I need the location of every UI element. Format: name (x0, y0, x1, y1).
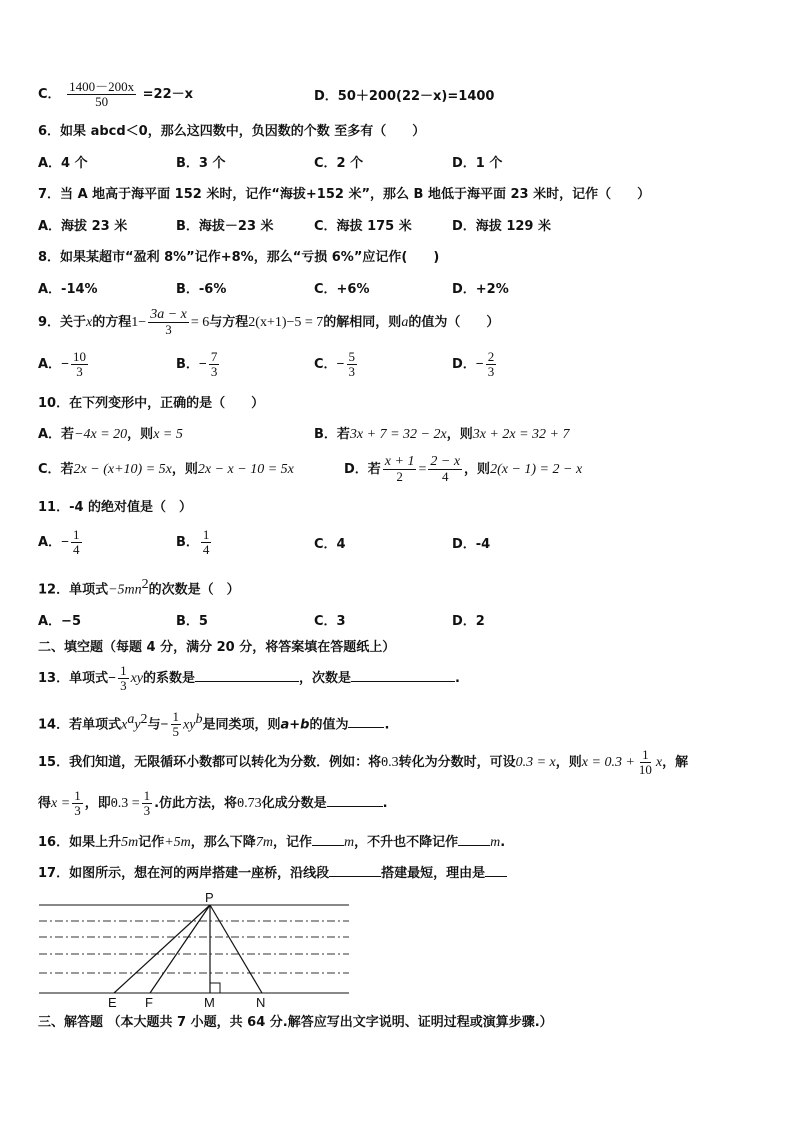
q10-d-mid: ，则 (464, 462, 491, 477)
q10-d-fraction-left (383, 455, 417, 484)
q16-blank-1[interactable] (312, 833, 344, 846)
q11-option-d: D．-4 (452, 537, 491, 552)
q16-pre: 16．如果上升 (38, 835, 122, 850)
q12-option-b: B．5 (176, 614, 208, 629)
q9-tail: 的值为（ ） (408, 315, 500, 330)
q10-c-pre: C．若 (38, 462, 74, 477)
q10-d-eq: = (418, 462, 427, 477)
q13-blank-degree[interactable] (351, 669, 455, 682)
q11-a-minus: − (61, 535, 70, 550)
q13-blank-coefficient[interactable] (195, 669, 299, 682)
q7-option-b: B．海拔－23 米 (176, 219, 274, 234)
q11-a-den: 4 (73, 542, 80, 557)
right-angle-mark (210, 983, 220, 993)
q9-pre: 9．关于 (38, 315, 87, 330)
q9-a-fraction (71, 350, 88, 379)
q10-d-fraction-right (428, 455, 462, 484)
q9-d-label: D． (452, 357, 476, 372)
q11-option-c: C．4 (314, 537, 346, 552)
q15-eq: x = 0.3 + (581, 755, 635, 770)
point-label-P: P (205, 890, 214, 905)
q15-fraction-1 (637, 748, 654, 777)
q9-option-d (452, 348, 498, 382)
section-2-heading: 二、填空题（每题 4 分，满分 20 分，将答案填在答题纸上） (38, 640, 396, 655)
q13-den: 3 (120, 678, 127, 693)
q14-stem (38, 703, 389, 742)
q10-d-pre: D．若 (344, 462, 381, 477)
q14-minus: − (160, 717, 169, 733)
q16-mid2: ，那么下降 (190, 835, 256, 850)
q13-minus: − (108, 671, 117, 686)
point-label-F: F (145, 995, 153, 1010)
q11-a-label: A． (38, 535, 62, 550)
q13-mid2: ，次数是 (299, 671, 352, 686)
q9-d-num: 2 (487, 349, 495, 364)
q9-option-c (314, 348, 359, 382)
q10-c-eq: 2x − (x+10) = 5x (73, 462, 172, 477)
q15-l2-mid: ，即 (84, 796, 111, 811)
q17-river-bridge-figure (36, 890, 356, 1010)
q5-option-c (38, 80, 193, 109)
q10-b-res: 3x + 2x = 32 + 7 (472, 427, 570, 442)
q10-d-num1: x + 1 (384, 454, 415, 469)
q9-b-den: 3 (210, 364, 218, 379)
q15-blank[interactable] (327, 794, 383, 807)
point-label-E: E (108, 995, 117, 1010)
q15-repeating-1: • 0.3 (381, 755, 399, 770)
q15-l2-pre: 得 (38, 796, 52, 811)
q9-fraction (148, 308, 189, 337)
q13-num: 1 (120, 663, 127, 678)
q9-mid3: 的解相同，则 (323, 315, 402, 330)
q10-a-res: x = 5 (153, 427, 183, 442)
q16-mid4: ，不升也不降记作 (354, 835, 459, 850)
q11-stem: 11．-4 的绝对值是（ ） (38, 500, 193, 515)
q14-t3-sup: b (195, 712, 203, 727)
q9-option-b (176, 348, 221, 382)
q9-b-minus: − (198, 357, 207, 372)
q15-d2: 3 (143, 803, 151, 818)
q16-mid1: 记作 (138, 835, 165, 850)
q15-n1: 1 (74, 788, 81, 803)
q7-option-d: D．海拔 129 米 (452, 219, 551, 234)
q17-blank-segment[interactable] (329, 864, 381, 877)
q13-fraction (118, 664, 129, 693)
q14-pre: 14．若单项式 (38, 717, 122, 733)
q5-c-fraction (67, 80, 136, 109)
q9-c-num: 5 (348, 349, 356, 364)
q15-fden: 10 (638, 762, 652, 777)
q6-stem: 6．如果 abcd＜0，那么这四数中，负因数的个数 至多有（ ） (38, 124, 426, 139)
segment-PF (150, 905, 210, 993)
q12-sup: 2 (141, 577, 149, 592)
q14-mid: 是同类项，则 (202, 717, 281, 733)
q15-l1-mid2: ，则 (555, 755, 582, 770)
q6-option-d: D．1 个 (452, 156, 503, 171)
q15-fraction-2 (72, 789, 83, 818)
q15-l1-end: ，解 (662, 755, 689, 770)
point-label-M: M (204, 995, 215, 1010)
q13-end: . (455, 671, 460, 686)
q9-one: 1− (131, 315, 147, 330)
segment-PE (114, 905, 210, 993)
q16-v1: 5m (121, 835, 139, 850)
q16-m2: m (490, 835, 501, 850)
q6-option-b: B．3 个 (176, 156, 226, 171)
q12-tail: 的次数是（ ） (148, 582, 240, 598)
q9-b-fraction (209, 350, 220, 379)
q9-d-minus: − (475, 357, 484, 372)
q11-b-label: B． (176, 535, 199, 550)
q8-stem: 8．如果某超市“盈利 8%”记作+8%，那么“亏损 6%”应记作( ) (38, 250, 440, 265)
q16-m1: m (343, 835, 355, 850)
q11-a-fraction (71, 528, 82, 557)
q15-d1: 3 (74, 803, 81, 818)
q15-l1-mid: 转化为分数时，可设 (398, 755, 516, 770)
q9-fraction-den: 3 (165, 322, 172, 337)
q7-option-c: C．海拔 175 米 (314, 219, 412, 234)
q6-option-c: C．2 个 (314, 156, 364, 171)
q9-b-label: B． (176, 357, 199, 372)
q12-option-c: C．3 (314, 614, 346, 629)
q14-blank[interactable] (348, 715, 384, 728)
q9-option-a (38, 348, 90, 382)
q9-stem (38, 306, 499, 340)
q15-line-2 (38, 787, 388, 821)
q14-num: 1 (172, 709, 180, 725)
q15-end: . (382, 796, 388, 811)
q10-d-num2: 2 − x (430, 454, 461, 469)
q11-b-num: 1 (202, 527, 210, 542)
q9-c-den: 3 (348, 364, 356, 379)
q11-option-b (176, 526, 213, 560)
q16-mid3: ，记作 (272, 835, 312, 850)
q9-c-minus: − (336, 357, 345, 372)
q10-a-mid: ，则 (127, 427, 154, 442)
q9-a: a (401, 315, 409, 330)
q15-l2-tail: 化成分数是 (261, 796, 327, 811)
q10-option-c (38, 462, 294, 478)
q15-line-1 (38, 746, 688, 780)
q10-d-den1: 2 (396, 469, 403, 484)
q9-x: x (86, 315, 93, 330)
q15-l1-pre: 15．我们知道，无限循环小数都可以转化为分数．例如：将 (38, 755, 382, 770)
q9-d-fraction (486, 350, 497, 379)
q15-repeating-4: • 0.73 (237, 796, 262, 811)
q7-option-a: A．海拔 23 米 (38, 219, 128, 234)
q5-c-denominator: 50 (95, 94, 109, 109)
q9-mid2: 与方程 (209, 315, 249, 330)
q9-b-num: 7 (210, 349, 218, 364)
q16-stem (38, 833, 505, 851)
q14-fraction (171, 710, 182, 739)
q15-fnum: 1 (642, 747, 649, 762)
q11-b-fraction (201, 528, 212, 557)
q10-a-eq: −4x = 20 (74, 427, 128, 442)
q7-stem: 7．当 A 地高于海平面 152 米时，记作“海拔+152 米”，那么 B 地低于海平面 23 米时，记作（ ） (38, 187, 651, 202)
q10-c-res: 2x − x − 10 = 5x (197, 462, 294, 477)
q9-d-den: 3 (487, 364, 495, 379)
segment-PN (210, 905, 262, 993)
q14-t1-sup: a (127, 712, 135, 727)
q16-v3: 7m (255, 835, 273, 850)
q14-t2-sup: 2 (140, 712, 148, 727)
q14-end: . (384, 717, 390, 733)
q17-stem (38, 864, 507, 882)
q17-blank-reason[interactable] (485, 864, 507, 877)
q11-option-a (38, 526, 84, 560)
q16-blank-2[interactable] (458, 833, 490, 846)
q10-a-pre: A．若 (38, 427, 75, 442)
section-3-heading: 三、解答题 （本大题共 7 小题，共 64 分.解答应写出文字说明、证明过程或演算步骤.） (38, 1015, 553, 1030)
q5-c-tail: =22－x (142, 87, 193, 102)
q5-option-d: D．50＋200(22－x)=1400 (314, 89, 495, 104)
q9-a-label: A． (38, 357, 62, 372)
q16-v2: +5m (164, 835, 191, 850)
q14-t1: x (121, 717, 128, 733)
q6-option-a: A．4 个 (38, 156, 88, 171)
q9-eq2: 2(x+1)−5 = 7 (248, 315, 324, 330)
q8-option-c: C．+6% (314, 282, 370, 297)
q10-b-pre: B．若 (314, 427, 350, 442)
q14-tail: 的值为 (309, 717, 349, 733)
q14-den: 5 (172, 724, 180, 740)
q15-x-eq: x = (51, 796, 71, 811)
q14-ab: a+b (280, 717, 310, 733)
q8-option-b: B．-6% (176, 282, 227, 297)
q15-fraction-3 (142, 789, 153, 818)
q5-c-label: C． (38, 87, 61, 102)
q15-n2: 1 (143, 788, 151, 803)
q12-option-a: A．−5 (38, 614, 81, 629)
q15-repeating-3: • 0.3 = (111, 796, 140, 811)
q9-mid1: 的方程 (92, 315, 132, 330)
q10-option-b (314, 427, 570, 443)
q13-stem (38, 662, 460, 696)
q12-option-d: D．2 (452, 614, 485, 629)
q14-t2: y (134, 717, 141, 733)
q10-option-a (38, 427, 183, 443)
q14-t3: xy (183, 717, 196, 733)
q9-a-minus: − (61, 357, 70, 372)
q15-fx: x (655, 755, 663, 770)
q9-eq6: = 6 (190, 315, 210, 330)
q8-option-a: A．-14% (38, 282, 98, 297)
q12-pre: 12．单项式 (38, 582, 109, 598)
q11-a-num: 1 (73, 527, 80, 542)
q13-mid: 的系数是 (143, 671, 196, 686)
q5-c-numerator: 1400－200x (69, 79, 135, 94)
q13-pre: 13．单项式 (38, 671, 109, 686)
q12-expr: −5mn (108, 582, 142, 598)
q9-fraction-num: 3a − x (150, 307, 187, 322)
q10-stem: 10．在下列变形中，正确的是（ ） (38, 396, 265, 411)
q9-a-num: 10 (73, 349, 87, 364)
q10-d-res: 2(x − 1) = 2 − x (490, 462, 583, 477)
q9-c-fraction (347, 350, 358, 379)
q17-stem-pre: 17．如图所示，想在河的两岸搭建一座桥，沿线段 (38, 866, 330, 881)
q9-c-label: C． (314, 357, 337, 372)
q15-l2-mid2: .仿此方法，将 (154, 796, 238, 811)
q14-and: 与 (147, 717, 161, 733)
q13-xy: xy (130, 671, 144, 686)
q16-end: . (500, 835, 506, 850)
q17-stem-mid: 搭建最短，理由是 (381, 866, 486, 881)
q10-b-mid: ，则 (446, 427, 473, 442)
q10-option-d (344, 450, 582, 490)
q15-repeating-2: 0.3 = x (515, 755, 556, 770)
q12-stem (38, 577, 240, 598)
q10-c-mid: ，则 (171, 462, 198, 477)
q10-b-eq: 3x + 7 = 32 − 2x (349, 427, 447, 442)
point-label-N: N (256, 995, 266, 1010)
q9-a-den: 3 (76, 364, 83, 379)
q8-option-d: D．+2% (452, 282, 509, 297)
q10-d-den2: 4 (441, 469, 449, 484)
q11-b-den: 4 (202, 542, 210, 557)
